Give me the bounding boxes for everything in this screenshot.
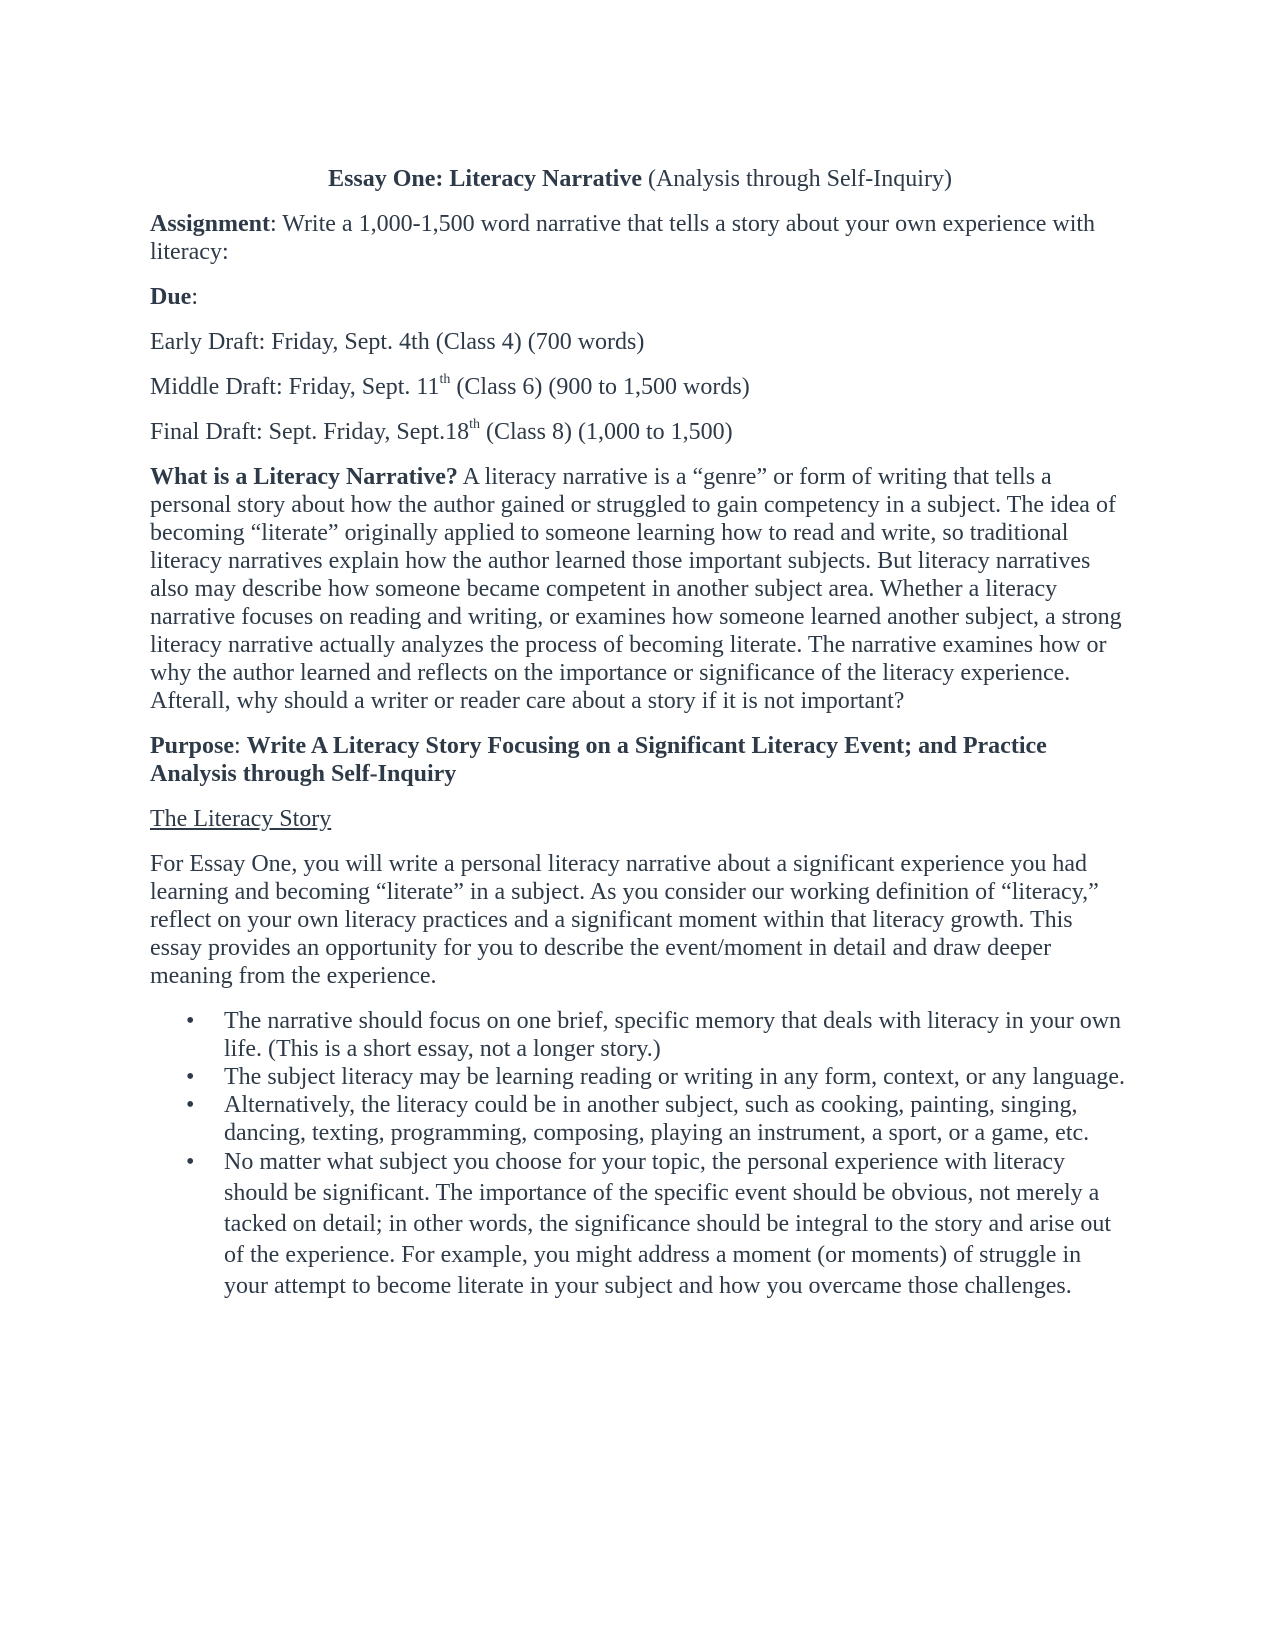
list-item [150, 1007, 1130, 1063]
middle-draft-text: Middle Draft: Friday, Sept. 11 [150, 374, 440, 400]
list-item [150, 1147, 1130, 1302]
purpose-text: Write A Literacy Story Focusing on a Significant Literacy Event; and Practice Analysis through Self-Inquiry [150, 733, 1047, 787]
due-colon: : [191, 284, 199, 310]
document-page [150, 165, 1130, 1302]
requirements-list [150, 1007, 1130, 1302]
due-heading [150, 283, 1130, 311]
final-draft-text: Final Draft: Sept. Friday, Sept.18 [150, 419, 470, 445]
final-draft-ordinal: th [469, 417, 480, 432]
due-label: Due [150, 284, 192, 310]
what-is-text: A literacy narrative is a “genre” or form of writing that tells a personal story about how the author gained or struggled to gain competency in a subject. The idea of becoming “literate” originally applied to someone learning how to read and write, so traditional literacy narratives explain how the author learned those important subjects. But literacy narratives also may describe how someone became competent in another subject area. Whether a literacy narrative focuses on reading and writing, or examines how someone learned another subject, a strong literacy narrative actually analyzes the process of becoming literate. The narrative examines how or why the author learned and reflects on the importance or significance of the literacy experience. Afterall, why should a writer or reader care about a story if it is not important? [150, 464, 1122, 714]
list-item [150, 1063, 1130, 1091]
early-draft-line: Early Draft: Friday, Sept. 4th (Class 4) (700 words) [150, 329, 645, 355]
assignment-paragraph [150, 210, 1130, 266]
list-item-text: The narrative should focus on one brief, specific memory that deals with literacy in your own life. (This is a short essay, not a longer story.) [224, 1008, 1122, 1062]
bullet-icon: • [186, 1092, 195, 1118]
assignment-label: Assignment [150, 211, 271, 237]
list-item-text: The subject literacy may be learning reading or writing in any form, context, or any language. [224, 1064, 1126, 1090]
purpose-paragraph [150, 732, 1130, 788]
assignment-text: : Write a 1,000-1,500 word narrative that tells a story about your own experience with literacy: [150, 211, 1096, 265]
middle-draft-details: (Class 6) (900 to 1,500 words) [450, 374, 750, 400]
bullet-icon: • [186, 1008, 195, 1034]
middle-draft-line [150, 373, 1130, 401]
bullet-icon: • [186, 1064, 195, 1090]
literacy-story-intro: For Essay One, you will write a personal literacy narrative about a significant experience you had learning and becoming “literate” in a subject. As you consider our working definition of “literacy,” reflect on your own literacy practices and a significant moment within that literacy growth. This essay provides an opportunity for you to describe the event/moment in detail and draw deeper meaning from the experience. [150, 851, 1099, 989]
list-item [150, 1091, 1130, 1147]
title-subtitle: (Analysis through Self-Inquiry) [641, 166, 952, 192]
page-title [150, 165, 1130, 193]
purpose-colon: : [234, 733, 247, 759]
middle-draft-ordinal: th [439, 372, 451, 387]
title-bold: Essay One: Literacy Narrative [328, 166, 642, 192]
purpose-label: Purpose [150, 733, 234, 759]
list-item-text: Alternatively, the literacy could be in another subject, such as cooking, painting, singing, dancing, texting, programming, composing, playing an instrument, a sport, or a game, etc. [224, 1092, 1090, 1146]
what-is-label: What is a Literacy Narrative? [150, 464, 458, 490]
literacy-story-heading: The Literacy Story [150, 806, 332, 832]
what-is-paragraph [150, 463, 1130, 715]
final-draft-line [150, 418, 1130, 446]
final-draft-details: (Class 8) (1,000 to 1,500) [479, 419, 733, 445]
bullet-icon: • [186, 1149, 195, 1175]
list-item-text: No matter what subject you choose for your topic, the personal experience with literacy should be significant. The importance of the specific event should be obvious, not merely a tacked on detail; in other words, the significance should be integral to the story and arise out of the experience. For example, you might address a moment (or moments) of struggle in your attempt to become literate in your subject and how you overcame those challenges. [224, 1149, 1112, 1299]
